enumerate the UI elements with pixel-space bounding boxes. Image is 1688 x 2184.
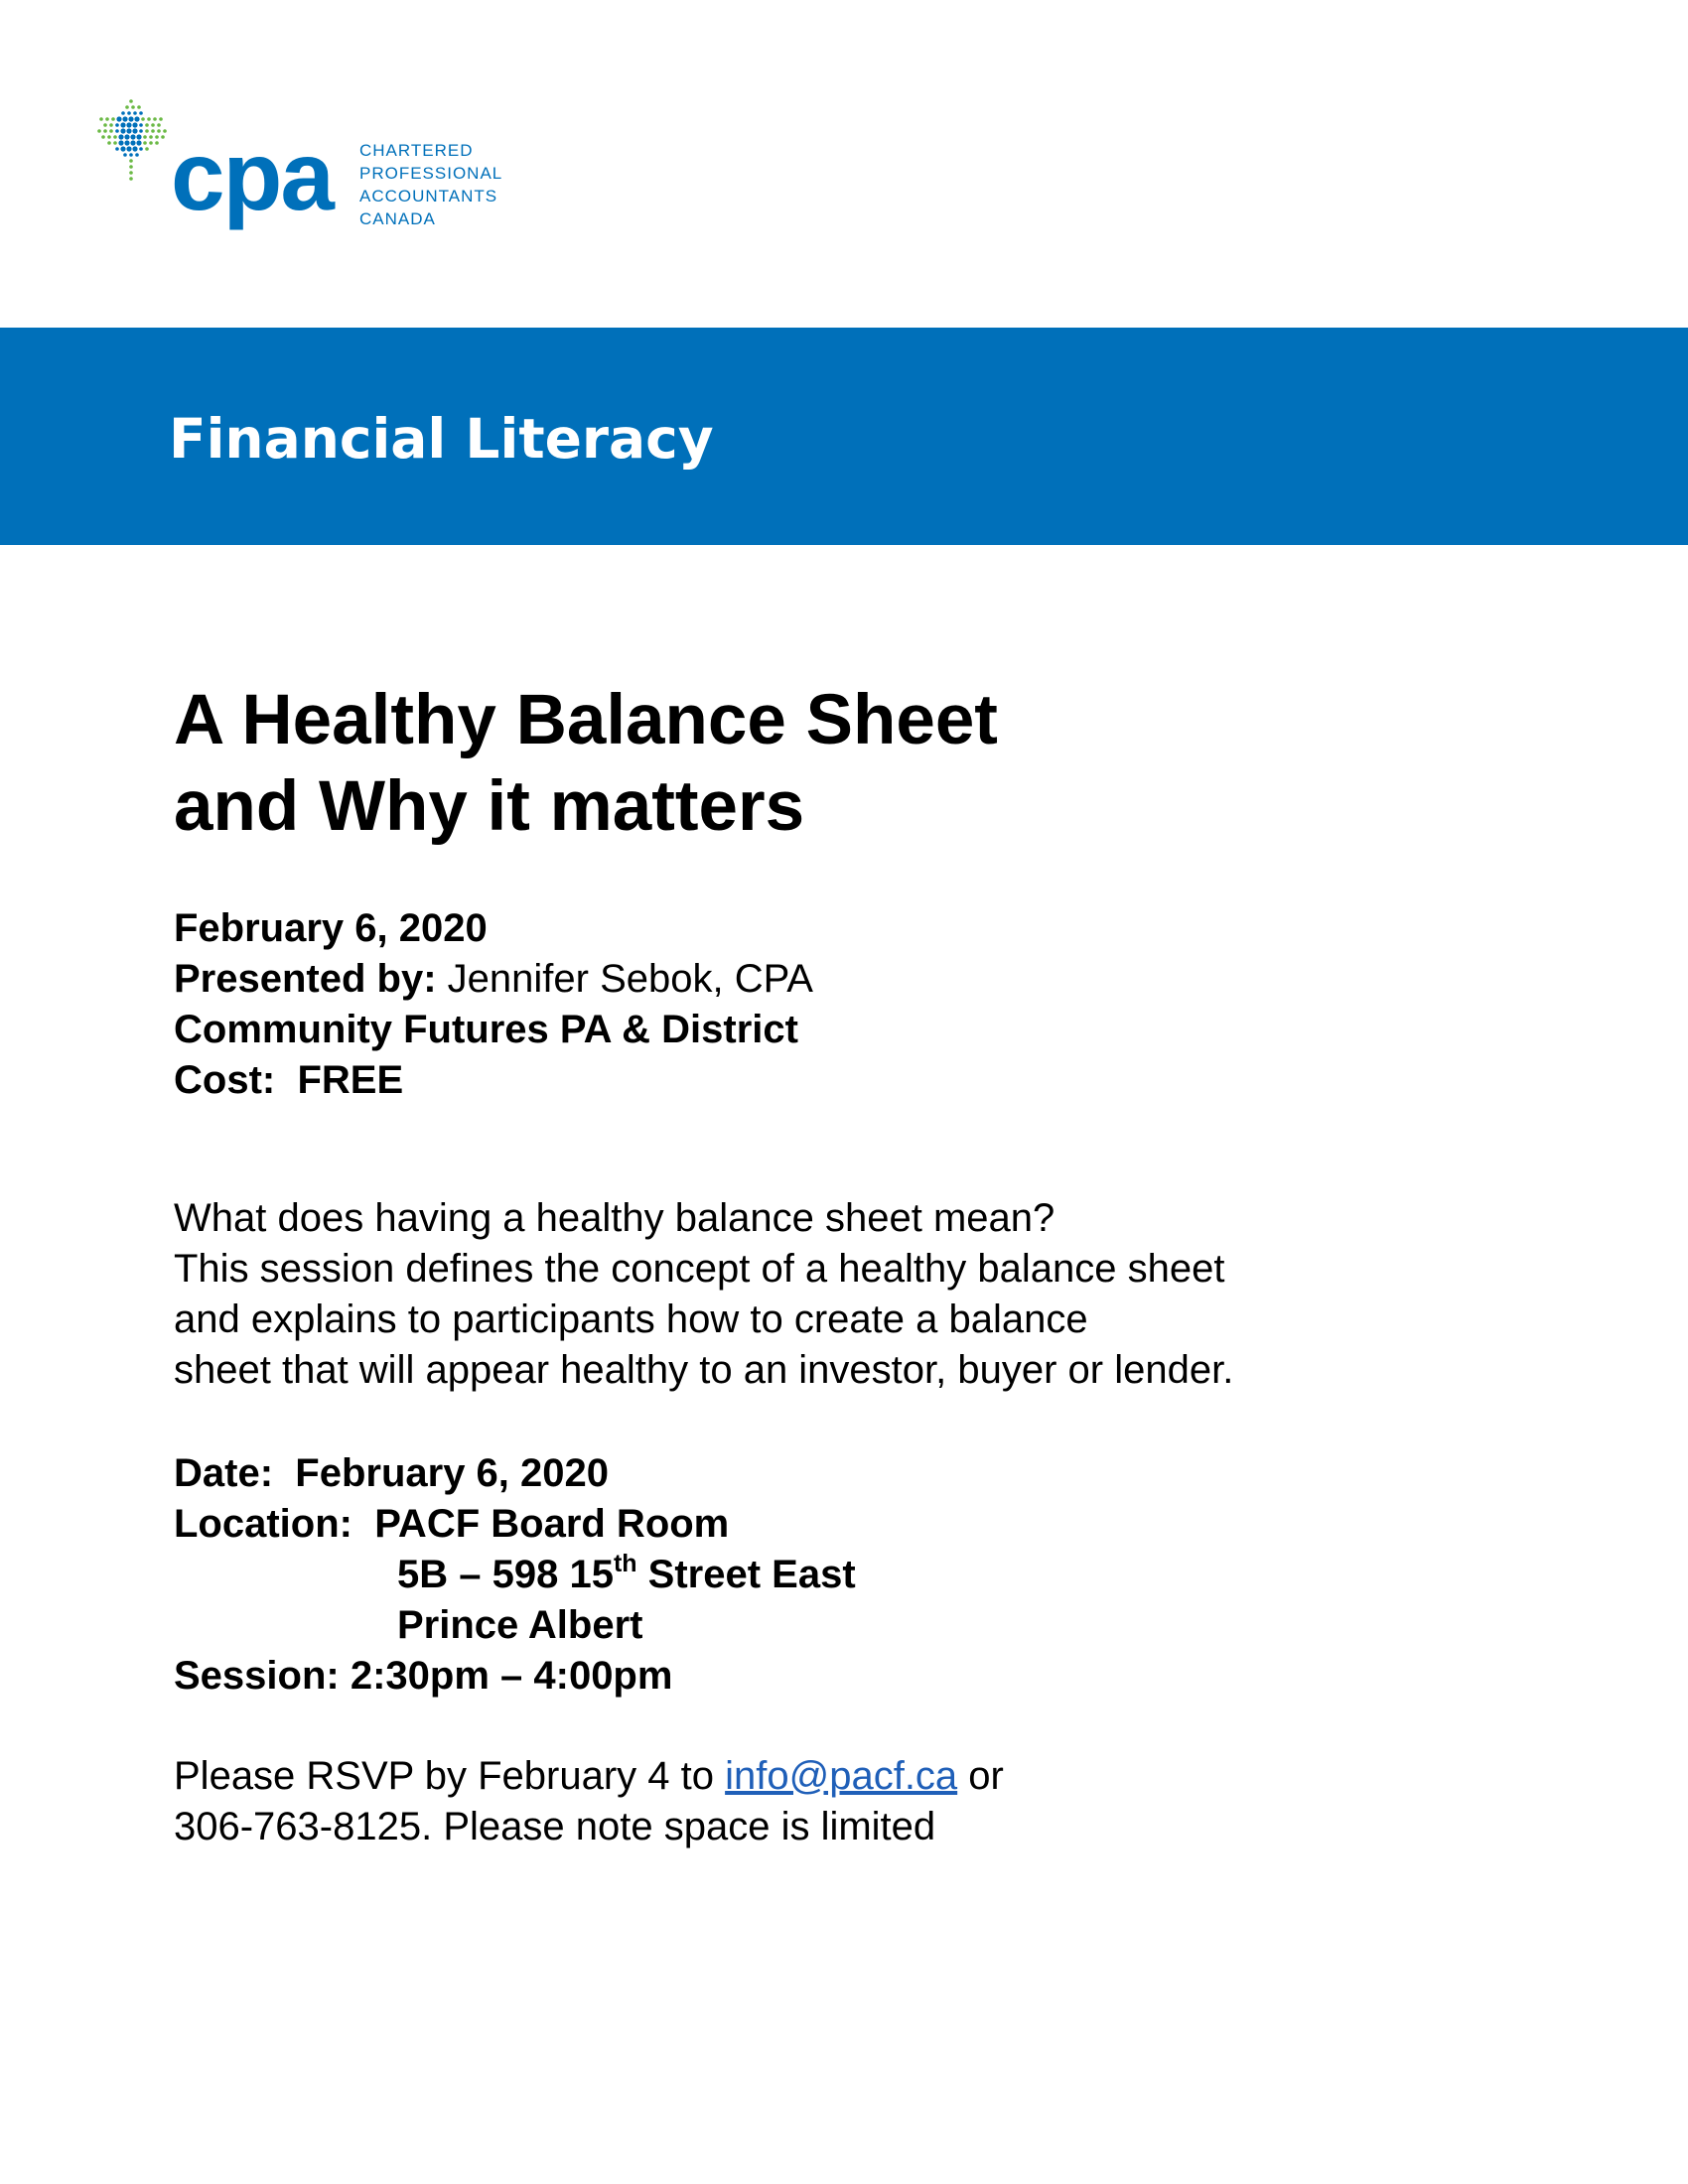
rsvp-suffix: or [957,1754,1004,1798]
logo-dot [115,129,119,133]
logo-dot [139,111,143,115]
logo-dot [159,117,163,121]
logo-dot [132,146,137,151]
logo-dot [129,165,133,169]
logo-dot [126,128,131,133]
logo-dot [103,129,107,133]
logo-dot [132,122,137,127]
logo-dot [161,135,165,139]
logo-dot [157,129,161,133]
logo-dot [139,123,143,127]
logo-dot [123,153,127,157]
title-banner [0,328,1688,545]
logo-dot [133,111,137,115]
tagline-line: PROFESSIONAL [359,164,503,183]
logo-dot [129,171,133,175]
logo-dot [105,117,109,121]
logo-dot [130,140,135,145]
logo-dot [139,129,143,133]
logo-dot [130,134,135,139]
email-link[interactable]: info@pacf.ca [725,1754,958,1798]
logo-dot [151,123,155,127]
tagline-line: CANADA [359,209,436,228]
logo-dot [153,117,157,121]
logo-dot [120,146,125,151]
description-line: This session defines the concept of a healthy balance sheet [174,1247,1225,1291]
logo-dot [99,117,103,121]
logo-dot [147,117,151,121]
logo-dot [97,129,101,133]
logo-dot [129,177,133,181]
logo-dot [126,146,131,151]
logo-dot [136,140,141,145]
address-suffix: Street East [636,1553,856,1596]
logo-dot [145,147,149,151]
date-label: Date: [174,1451,274,1495]
page-title-line: and Why it matters [174,767,805,846]
logo-dot [101,135,105,139]
logo-dot [131,105,135,109]
logo-dot [129,159,133,163]
logo-dot [120,122,125,127]
logo-dot [115,123,119,127]
logo-dot [113,141,117,145]
logo-dot [126,122,131,127]
logo-dot [149,135,153,139]
location-name: PACF Board Room [374,1502,730,1546]
logo-dot [149,141,153,145]
logo-dot [103,123,107,127]
cost-label: Cost: [174,1058,276,1102]
session-line [174,1651,856,1702]
rsvp [174,1751,1004,1852]
presenter-name: Jennifer Sebok, CPA [436,957,813,1001]
date-value: February 6, 2020 [295,1451,610,1495]
event-info [174,903,813,1106]
cost-line [174,1055,813,1106]
event-date: February 6, 2020 [174,906,488,950]
address-ordinal: th [613,1549,637,1577]
logo-dot [139,147,143,151]
logo-dot [116,116,121,121]
session-label: Session: [174,1654,340,1698]
rsvp-line [174,1751,1004,1802]
description-line: What does having a healthy balance sheet mean? [174,1196,1055,1240]
cpa-logo [91,95,528,244]
logo-dot [111,117,115,121]
logo-dot [115,147,119,151]
logo-dot [136,134,141,139]
session-value: 2:30pm – 4:00pm [350,1654,673,1698]
logo-dot [145,129,149,133]
location-label: Location: [174,1502,352,1546]
banner-title: Financial Literacy [169,407,714,471]
logo-dot [135,153,139,157]
logo-dot [113,135,117,139]
logo-dot [118,140,123,145]
description-line: and explains to participants how to create a balance [174,1297,1088,1341]
logo-dot [109,129,113,133]
page-title [174,677,998,850]
logo-dot [145,123,149,127]
date-line [174,1448,856,1499]
logo-dot [151,129,155,133]
logo-dot [118,134,123,139]
logo-dot [143,135,147,139]
logo-dot [132,128,137,133]
description-line: sheet that will appear healthy to an investor, buyer or lender. [174,1348,1234,1392]
logo-dot [163,129,167,133]
logo-dot [107,141,111,145]
logo-dot [109,123,113,127]
logo-dot [129,153,133,157]
logo-dot [125,105,129,109]
logo-dot [157,123,161,127]
page-title-line: A Healthy Balance Sheet [174,681,998,759]
cost-value: FREE [297,1058,404,1102]
rsvp-prefix: Please RSVP by February 4 to [174,1754,726,1798]
logo-dot [124,140,129,145]
logo-dot [122,116,127,121]
location-line [174,1499,856,1550]
logo-dot [155,141,159,145]
logo-dot [128,116,133,121]
logo-dot [155,135,159,139]
presented-by-label: Presented by: [174,957,437,1001]
event-description [174,1193,1233,1396]
maple-leaf-dots-icon [91,95,181,191]
event-details [174,1448,856,1702]
logo-dot [137,105,141,109]
logo-dot [127,111,131,115]
logo-dot [141,117,145,121]
organization: Community Futures PA & District [174,1008,798,1051]
address-prefix: 5B – 598 15 [397,1553,614,1596]
logo-dot [124,134,129,139]
city-line: Prince Albert [397,1603,643,1647]
logo-dot [107,135,111,139]
cpa-tagline [359,139,502,230]
logo-dot [120,128,125,133]
tagline-line: CHARTERED [359,141,474,160]
logo-dot [134,116,139,121]
rsvp-phone-line: 306-763-8125. Please note space is limited [174,1805,936,1848]
logo-dot [121,111,125,115]
tagline-line: ACCOUNTANTS [359,187,498,205]
cpa-wordmark: cpa [171,121,333,230]
presenter-line [174,954,813,1005]
address-line [174,1550,856,1600]
logo-dot [143,141,147,145]
logo-dot [129,99,133,103]
